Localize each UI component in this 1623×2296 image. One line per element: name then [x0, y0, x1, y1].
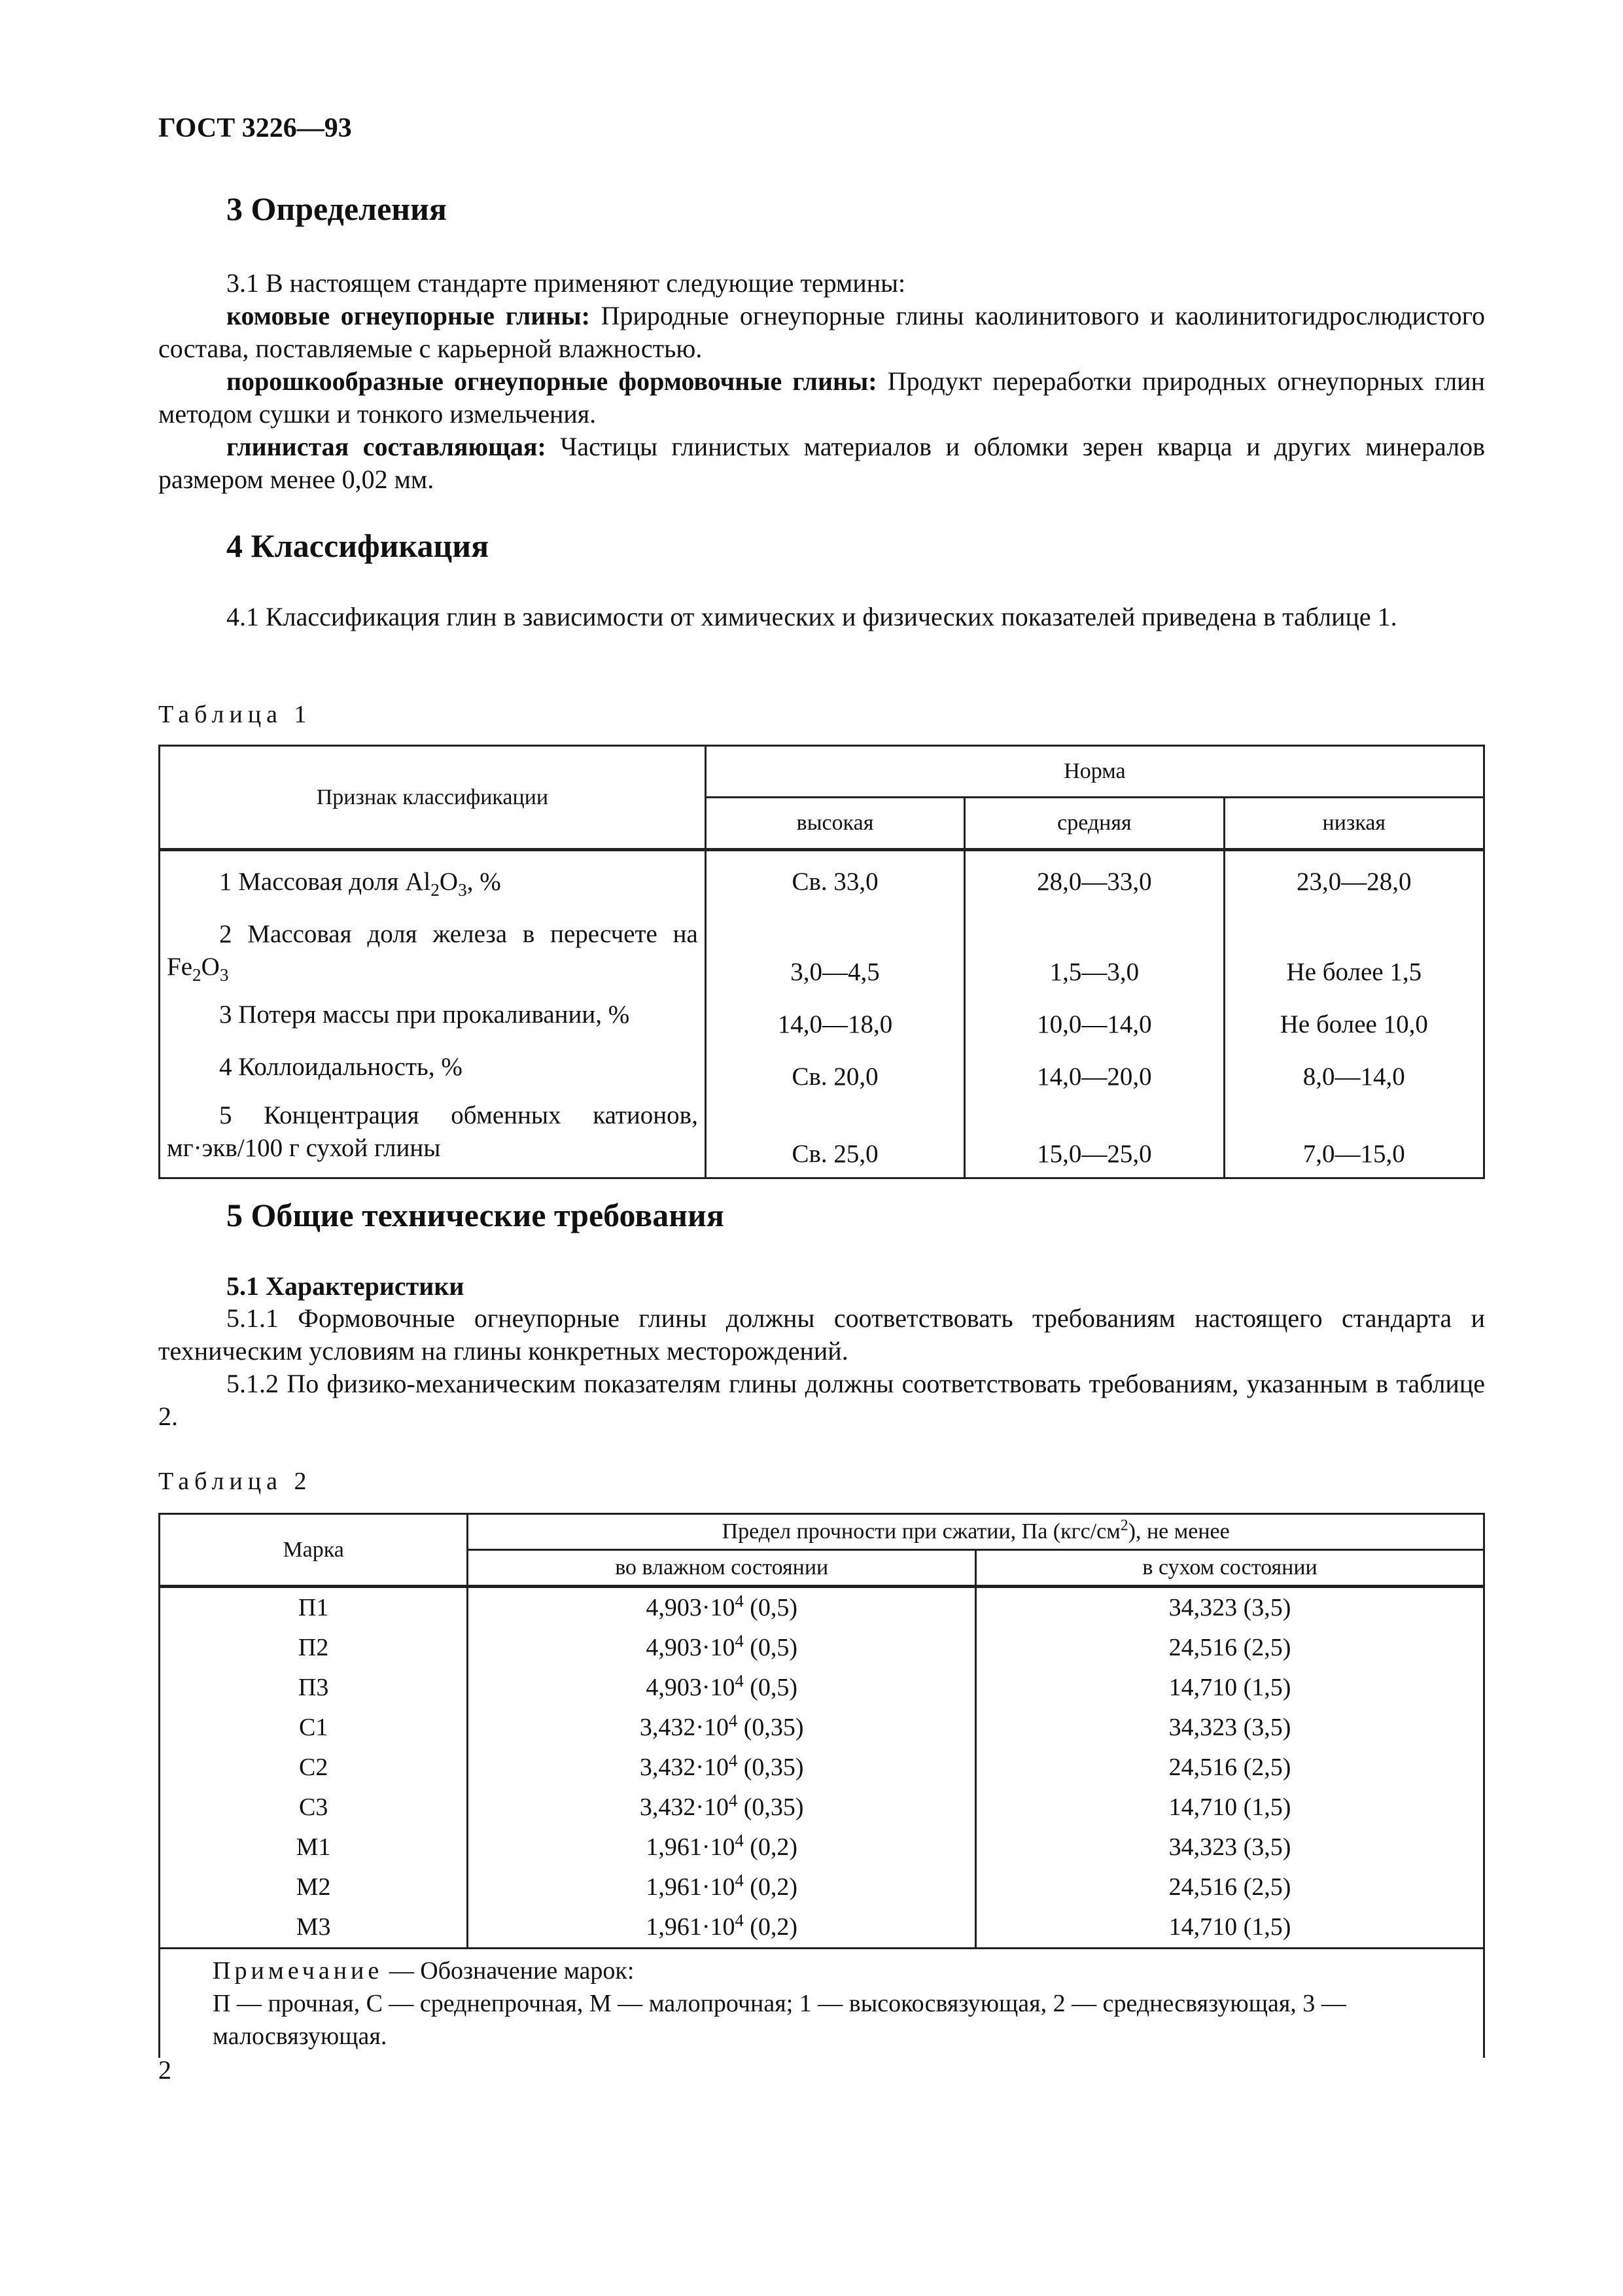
t2-dry: 14,710 (1,5)	[976, 1788, 1484, 1828]
definition-powder-clays-text: Продукт переработки природных огнеупорных глин методом сушки и тонкого измельчения.	[158, 366, 1485, 429]
table-row	[160, 1668, 1484, 1708]
definition-lump-clays	[158, 300, 1485, 365]
t1-row3-high: 14,0—18,0	[705, 989, 964, 1041]
t2-grade: М3	[160, 1907, 468, 1949]
t2-header-limit: Предел прочности при сжатии, Па $(кгс/см^2)$, не менее	[468, 1514, 1484, 1550]
t1-row1-mid: 28,0—33,0	[965, 850, 1224, 913]
t2-dry: 34,323 (3,5)	[976, 1587, 1484, 1629]
subsection-5-1-title: 5.1 Характеристики	[226, 1271, 464, 1301]
t1-header-high: высокая	[705, 798, 964, 850]
t2-wet: $1,961\cdot 10^4$ (0,2)	[468, 1867, 976, 1907]
term-powder-clays: порошкообразные огнеупорные формовочные глины:	[226, 366, 877, 396]
table-row	[160, 1708, 1484, 1748]
term-clay-component: глинистая составляющая:	[226, 432, 546, 461]
t2-grade: М2	[160, 1867, 468, 1907]
t2-dry: 24,516 (2,5)	[976, 1867, 1484, 1907]
t2-note-label: Примечание	[213, 1957, 383, 1985]
definition-lump-clays-text: Природные огнеупорные глины каолинитового и каолинитогидрослюдистого состава, поставляемые с карьерной влажностью.	[158, 301, 1486, 363]
t2-wet: $4,903\cdot 10^4$ (0,5)	[468, 1668, 976, 1708]
paragraph-4-1-text: 4.1 Классификация глин в зависимости от химических и физических показателей приведена в таблице 1.	[226, 602, 1397, 631]
t2-dry: 14,710 (1,5)	[976, 1668, 1484, 1708]
t1-row2-mid: 1,5—3,0	[965, 913, 1224, 989]
t2-dry: 24,516 (2,5)	[976, 1748, 1484, 1788]
t2-header-grade: Марка	[160, 1514, 468, 1587]
paragraph-3-1-text: 3.1 В настоящем стандарте применяют следующие термины:	[226, 268, 906, 298]
t2-note-intro: — Обозначение марок:	[383, 1957, 635, 1985]
definition-powder-clays	[158, 365, 1485, 431]
t2-dry: 34,323 (3,5)	[976, 1708, 1484, 1748]
t2-grade: П3	[160, 1668, 468, 1708]
table-row	[160, 913, 1484, 989]
term-lump-clays: комовые огнеупорные глины:	[226, 301, 590, 330]
t2-wet: $1,961\cdot 10^4$ (0,2)	[468, 1828, 976, 1867]
t1-row5-mid: 15,0—25,0	[965, 1093, 1224, 1178]
t2-wet: $4,903\cdot 10^4$ (0,5)	[468, 1587, 976, 1629]
table-row	[160, 1093, 1484, 1178]
table-row	[160, 1907, 1484, 1949]
section-4-title: 4 Классификация	[226, 527, 489, 564]
t1-row4-feature: 4 Коллоидальность, %	[160, 1041, 706, 1093]
t1-header-feature: Признак классификации	[160, 746, 706, 850]
t1-row1-feature: 1 Массовая доля $Al_2O_3$, %	[160, 850, 706, 913]
t1-header-mid: средняя	[965, 798, 1224, 850]
t2-dry: 34,323 (3,5)	[976, 1828, 1484, 1867]
table-2	[158, 1513, 1485, 2058]
table-2-caption: Таблица 2	[158, 1468, 312, 1495]
t2-note	[160, 1949, 1484, 2058]
paragraph-4-1	[158, 601, 1485, 633]
table-row	[160, 989, 1484, 1041]
t2-wet: $3,432\cdot 10^4$ (0,35)	[468, 1748, 976, 1788]
paragraph-5-1-1	[158, 1302, 1485, 1368]
definition-clay-component	[158, 431, 1485, 496]
t1-row2-low: Не более 1,5	[1224, 913, 1484, 989]
paragraph-5-1-2	[158, 1368, 1485, 1433]
t2-note-text: П — прочная, С — среднепрочная, М — малопрочная; 1 — высокосвязующая, 2 — среднесвязующая, 3 — малосвязующая.	[213, 1990, 1346, 2050]
t1-header-norm: Норма	[705, 746, 1484, 798]
paragraph-5-1-1-text: 5.1.1 Формовочные огнеупорные глины должны соответствовать требованиям настоящего стандарта и техническим условиям на глины конкретных месторождений.	[158, 1303, 1485, 1366]
t1-header-low: низкая	[1224, 798, 1484, 850]
t1-row2-feature: 2 Массовая доля железа в пересчете на $Fe_2O_3$	[160, 913, 706, 989]
t1-row5-feature: 5 Концентрация обменных катионов, мг·экв/100 г сухой глины	[160, 1093, 706, 1178]
t1-row2-high: 3,0—4,5	[705, 913, 964, 989]
t2-dry: 24,516 (2,5)	[976, 1628, 1484, 1668]
table-row	[160, 1867, 1484, 1907]
t2-wet: $3,432\cdot 10^4$ (0,35)	[468, 1708, 976, 1748]
t2-grade: С2	[160, 1748, 468, 1788]
t1-row1-high: Св. 33,0	[705, 850, 964, 913]
t1-row4-high: Св. 20,0	[705, 1041, 964, 1093]
t2-wet: $3,432\cdot 10^4$ (0,35)	[468, 1788, 976, 1828]
table-row	[160, 850, 1484, 913]
table-1-caption: Таблица 1	[158, 701, 312, 728]
paragraph-3-1	[158, 267, 1485, 300]
t1-row5-low: 7,0—15,0	[1224, 1093, 1484, 1178]
table-row	[160, 1628, 1484, 1668]
section-5-title: 5 Общие технические требования	[226, 1197, 724, 1233]
t2-grade: М1	[160, 1828, 468, 1867]
table-1	[158, 745, 1485, 1179]
t1-row5-high: Св. 25,0	[705, 1093, 964, 1178]
t1-row3-feature: 3 Потеря массы при прокаливании, %	[160, 989, 706, 1041]
t1-row3-low: Не более 10,0	[1224, 989, 1484, 1041]
section-3-title: 3 Определения	[226, 190, 447, 227]
definition-clay-component-text: Частицы глинистых материалов и обломки зерен кварца и других минералов размером менее 0,02 мм.	[158, 432, 1485, 494]
t1-row4-low: 8,0—14,0	[1224, 1041, 1484, 1093]
t1-row3-mid: 10,0—14,0	[965, 989, 1224, 1041]
t2-header-dry: в сухом состоянии	[976, 1550, 1484, 1587]
t2-grade: П1	[160, 1587, 468, 1629]
t2-note-row	[160, 1949, 1484, 2058]
t2-grade: С1	[160, 1708, 468, 1748]
table-row	[160, 1788, 1484, 1828]
table-row	[160, 1828, 1484, 1867]
document-id: ГОСТ 3226—93	[158, 113, 352, 143]
t1-row1-low: 23,0—28,0	[1224, 850, 1484, 913]
table-row	[160, 1041, 1484, 1093]
page-number: 2	[158, 2055, 171, 2085]
t2-dry: 14,710 (1,5)	[976, 1907, 1484, 1949]
t2-wet: $4,903\cdot 10^4$ (0,5)	[468, 1628, 976, 1668]
paragraph-5-1-2-text: 5.1.2 По физико-механическим показателям глины должны соответствовать требованиям, указанным в таблице 2.	[158, 1369, 1485, 1431]
t2-grade: П2	[160, 1628, 468, 1668]
t2-wet: $1,961\cdot 10^4$ (0,2)	[468, 1907, 976, 1949]
t1-row4-mid: 14,0—20,0	[965, 1041, 1224, 1093]
table-row	[160, 1748, 1484, 1788]
t2-header-wet: во влажном состоянии	[468, 1550, 976, 1587]
t2-grade: С3	[160, 1788, 468, 1828]
table-row	[160, 1587, 1484, 1629]
